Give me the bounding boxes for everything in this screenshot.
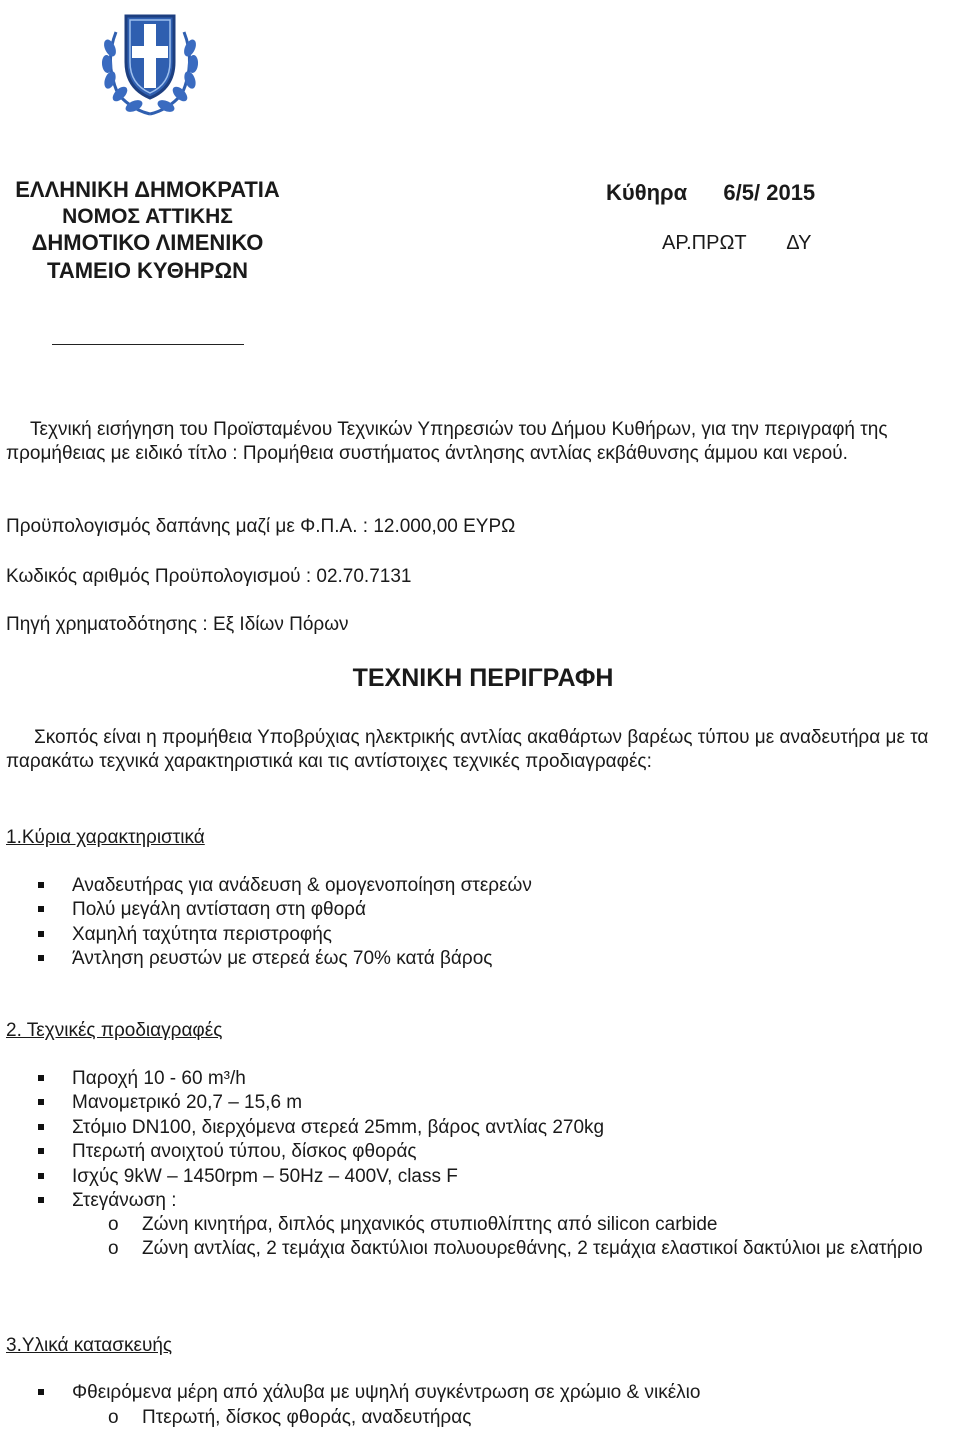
sub-list-item: o Ζώνη κινητήρα, διπλός μηχανικός στυπιοθλίπτης από silicon carbide (6, 1213, 942, 1237)
list-item: Μανομετρικό 20,7 – 15,6 m (6, 1091, 604, 1115)
issuer-header (10, 176, 285, 285)
square-bullet-icon (38, 1148, 44, 1154)
place: Κύθηρα (606, 180, 688, 205)
protocol-value: ΔΥ (786, 232, 812, 254)
issuer-line-3: ΔΗΜΟΤΙΚΟ ΛΙΜΕΝΙΚΟ (31, 230, 264, 255)
square-bullet-icon (38, 955, 44, 961)
issuer-line-4: ΤΑΜΕΙΟ ΚΥΘΗΡΩΝ (47, 258, 248, 283)
list-item: Πολύ μεγάλη αντίσταση στη φθορά (6, 898, 532, 922)
budget-code-line: Κωδικός αριθμός Προϋπολογισμού : 02.70.7131 (6, 566, 412, 587)
header-divider (52, 344, 244, 345)
sub-list-item: o Πτερωτή, δίσκος φθοράς, αναδευτήρας (6, 1406, 471, 1430)
section-1-title: 1.Κύρια χαρακτηριστικά (6, 827, 205, 848)
square-bullet-icon (38, 931, 44, 937)
list-item: Άντληση ρευστών με στερεά έως 70% κατά βάρος (6, 947, 532, 971)
materials-sublist (6, 1406, 471, 1430)
funding-line: Πηγή χρηματοδότησης : Εξ Ιδίων Πόρων (6, 614, 349, 635)
issuer-line-2: ΝΟΜΟΣ ΑΤΤΙΚΗΣ (62, 205, 233, 228)
section-2-title: 2. Τεχνικές προδιαγραφές (6, 1020, 223, 1041)
purpose-paragraph: Σκοπός είναι η προμήθεια Υποβρύχιας ηλεκτρικής αντλίας ακαθάρτων βαρέως τύπου με αναδευτήρα με τα παρακάτω τεχνικά χαρακτηριστικά και τις αντίστοιχες τεχνικές προδιαγραφές: (6, 727, 929, 772)
list-item: Ισχύς 9kW – 1450rpm – 50Hz – 400V, class F (6, 1165, 604, 1189)
square-bullet-icon (38, 882, 44, 888)
document-title: ΤΕΧΝΙΚΗ ΠΕΡΙΓΡΑΦΗ (352, 664, 614, 692)
square-bullet-icon (38, 1075, 44, 1081)
protocol-label: ΑΡ.ΠΡΩΤ (662, 232, 747, 254)
list-item: Χαμηλή ταχύτητα περιστροφής (6, 923, 532, 947)
intro-paragraph: Τεχνική εισήγηση του Προϊσταμένου Τεχνικών Υπηρεσιών του Δήμου Κυθήρων, για την περιγραφή της προμήθειας με ειδικό τίτλο : Προμήθεια συστήματος άντλησης αντλίας εκβάθυνσης άμμου και νερού. (6, 419, 888, 464)
protocol-number (662, 232, 812, 255)
square-bullet-icon (38, 1197, 44, 1203)
section-1-list (6, 874, 532, 972)
square-bullet-icon (38, 1099, 44, 1105)
issuer-line-1: ΕΛΛΗΝΙΚΗ ΔΗΜΟΚΡΑΤΙΑ (15, 177, 280, 202)
section-2-list (6, 1067, 604, 1213)
place-date (606, 180, 815, 206)
circle-bullet-icon: o (108, 1214, 119, 1235)
sub-list-item: o Ζώνη αντλίας, 2 τεμάχια δακτύλιοι πολυουρεθάνης, 2 τεμάχια ελαστικοί δακτύλιοι με ελατήριο (6, 1237, 942, 1261)
square-bullet-icon (38, 1124, 44, 1130)
list-item: Πτερωτή ανοιχτού τύπου, δίσκος φθοράς (6, 1140, 604, 1164)
coat-of-arms-icon (96, 2, 204, 120)
list-item: Αναδευτήρας για ανάδευση & ομογενοποίηση στερεών (6, 874, 532, 898)
circle-bullet-icon: o (108, 1407, 119, 1428)
list-item: Στεγάνωση : (6, 1189, 604, 1213)
section-3-title: 3.Υλικά κατασκευής (6, 1335, 173, 1356)
square-bullet-icon (38, 1173, 44, 1179)
budget-line: Προϋπολογισμός δαπάνης μαζί με Φ.Π.Α. : 12.000,00 ΕΥΡΩ (6, 516, 516, 537)
date: 6/5/ 2015 (723, 180, 816, 205)
square-bullet-icon (38, 1389, 44, 1395)
sealing-sublist (6, 1213, 942, 1262)
circle-bullet-icon: o (108, 1238, 119, 1260)
section-3-list (6, 1381, 700, 1405)
list-item: Παροχή 10 - 60 m³/h (6, 1067, 604, 1091)
square-bullet-icon (38, 906, 44, 912)
list-item: Φθειρόμενα μέρη από χάλυβα με υψηλή συγκέντρωση σε χρώμιο & νικέλιο (6, 1381, 700, 1405)
list-item: Στόμιο DN100, διερχόμενα στερεά 25mm, βάρος αντλίας 270kg (6, 1116, 604, 1140)
